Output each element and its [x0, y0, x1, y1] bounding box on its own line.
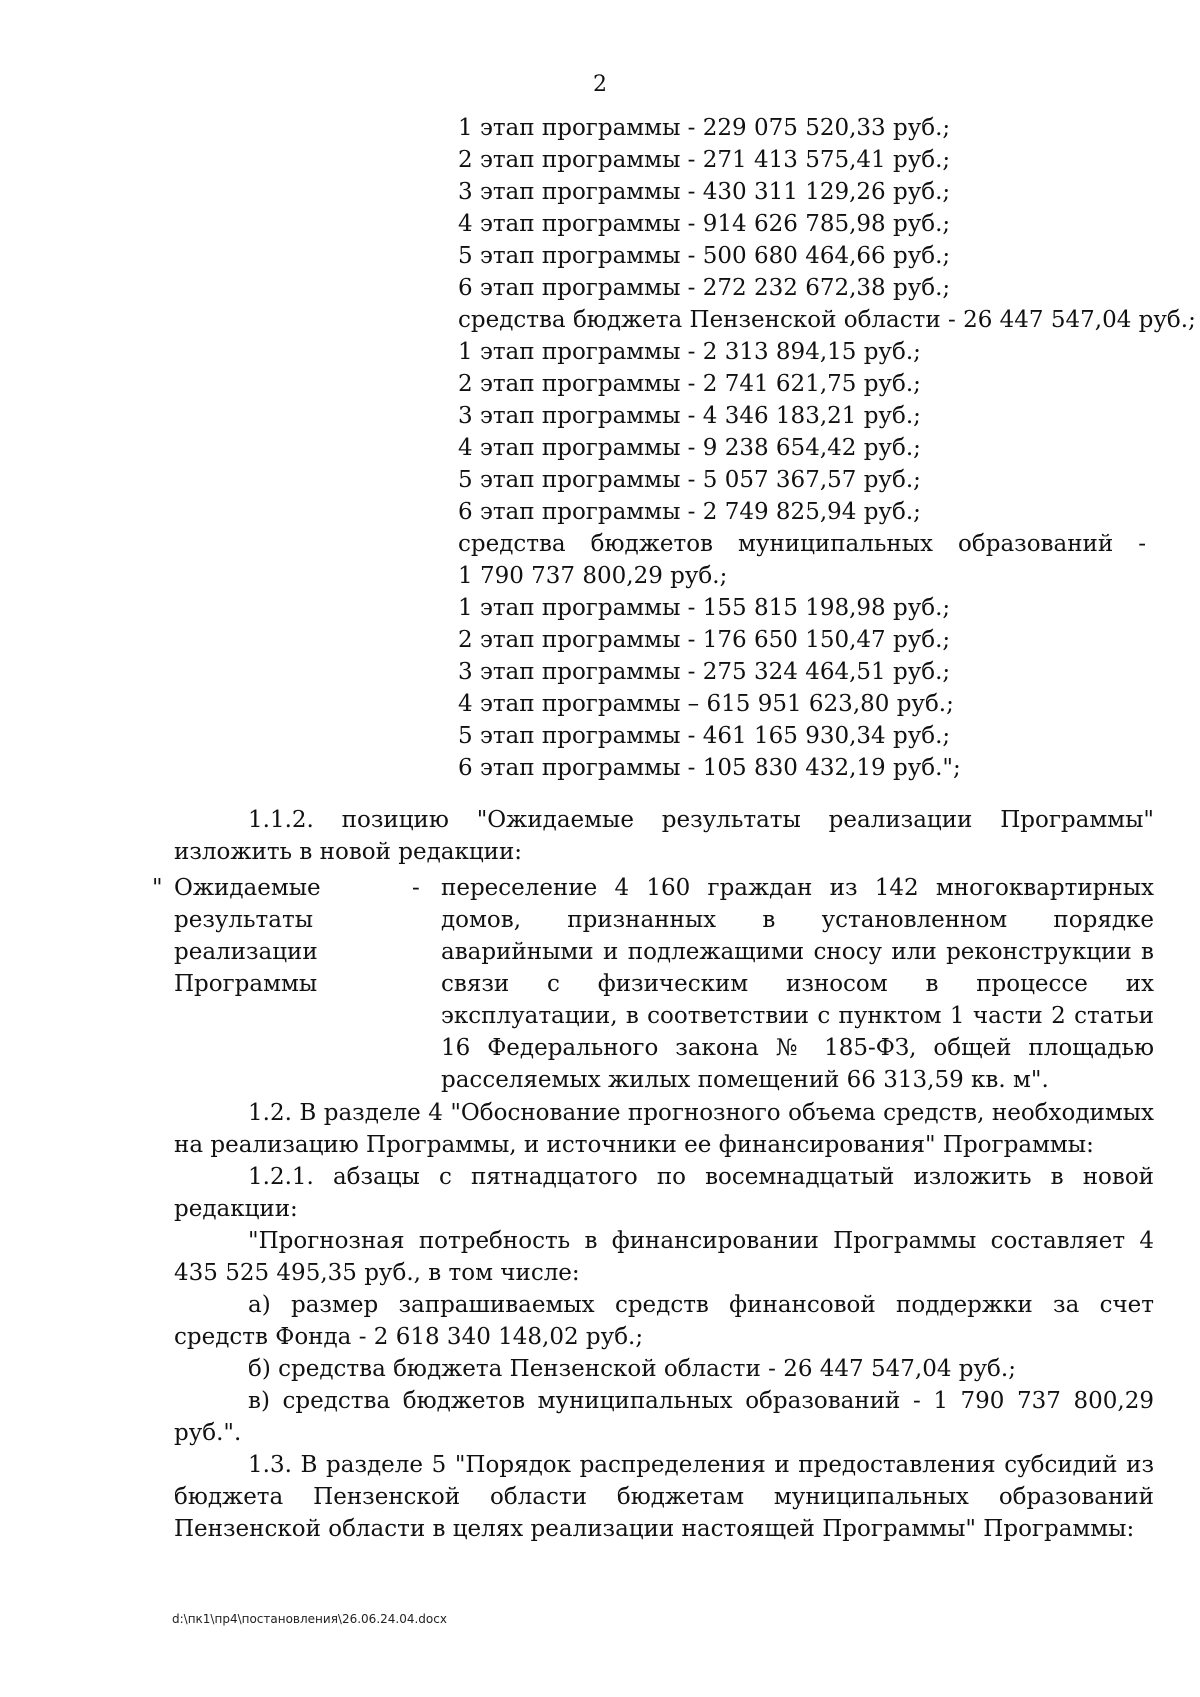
municipal-budget-total: 1 790 737 800,29 руб.; — [458, 563, 728, 589]
funding-line: 4 этап программы – 615 951 623,80 руб.; — [458, 691, 954, 717]
funding-breakdown — [458, 112, 1196, 784]
funding-line: 6 этап программы - 105 830 432,19 руб."; — [458, 755, 961, 781]
funding-line: 3 этап программы - 430 311 129,26 руб.; — [458, 179, 951, 205]
funding-line: 1 этап программы - 229 075 520,33 руб.; — [458, 115, 951, 141]
funding-line: 5 этап программы - 5 057 367,57 руб.; — [458, 467, 921, 493]
item-1-1-2: 1.1.2. позицию "Ожидаемые результаты реализации Программы" изложить в новой редакции: — [174, 807, 1154, 865]
funding-line: 4 этап программы - 9 238 654,42 руб.; — [458, 435, 921, 461]
subitem-b: б) средства бюджета Пензенской области - 26 447 547,04 руб.; — [248, 1356, 1016, 1382]
file-path-footer: d:\пк1\пр4\постановления\26.06.24.04.docx — [172, 1612, 447, 1626]
funding-line: 1 этап программы - 155 815 198,98 руб.; — [458, 595, 951, 621]
regional-budget-line: средства бюджета Пензенской области - 26 447 547,04 руб.; — [458, 307, 1196, 333]
municipal-budget-heading: средства бюджетов муниципальных образований - — [458, 531, 1146, 557]
funding-line: 1 этап программы - 2 313 894,15 руб.; — [458, 339, 921, 365]
funding-line: 6 этап программы - 2 749 825,94 руб.; — [458, 499, 921, 525]
funding-line: 5 этап программы - 461 165 930,34 руб.; — [458, 723, 951, 749]
forecast-paragraph: "Прогнозная потребность в финансировании Программы составляет 4 435 525 495,35 руб., в том числе: — [174, 1228, 1154, 1286]
expected-results-text: переселение 4 160 граждан из 142 многоквартирных домов, признанных в установленном порядке аварийными и подлежащими сносу или реконструкции в связи с физическим износом в процессе их эксплуатации, в соответствии с пунктом 1 части 2 статьи 16 Федерального закона № 185-ФЗ, общей площадью расселяемых жилых помещений 66 313,59 кв. м". — [441, 875, 1154, 1093]
row-dash: - — [412, 875, 420, 901]
funding-line: 6 этап программы - 272 232 672,38 руб.; — [458, 275, 951, 301]
funding-line: 3 этап программы - 4 346 183,21 руб.; — [458, 403, 921, 429]
section-1-2-block — [174, 1097, 1154, 1545]
section-1-3: 1.3. В разделе 5 "Порядок распределения и предоставления субсидий из бюджета Пензенской области бюджетам муниципальных образований Пензенской области в целях реализации настоящей Программы" Программы: — [174, 1452, 1154, 1542]
funding-line: 2 этап программы - 2 741 621,75 руб.; — [458, 371, 921, 397]
funding-line: 3 этап программы - 275 324 464,51 руб.; — [458, 659, 951, 685]
expected-results-label: Ожидаемые результаты реализации Программы — [174, 875, 321, 997]
subitem-a: а) размер запрашиваемых средств финансовой поддержки за счет средств Фонда - 2 618 340 148,02 руб.; — [174, 1292, 1154, 1350]
item-1-1-2-block — [174, 804, 1154, 868]
item-1-2-1: 1.2.1. абзацы с пятнадцатого по восемнадцатый изложить в новой редакции: — [174, 1164, 1154, 1222]
section-1-2: 1.2. В разделе 4 "Обоснование прогнозного объема средств, необходимых на реализацию Программы, и источники ее финансирования" Программы: — [174, 1100, 1154, 1158]
funding-line: 2 этап программы - 271 413 575,41 руб.; — [458, 147, 951, 173]
funding-line: 4 этап программы - 914 626 785,98 руб.; — [458, 211, 951, 237]
opening-quote: " — [152, 875, 163, 901]
funding-line: 2 этап программы - 176 650 150,47 руб.; — [458, 627, 951, 653]
funding-line: 5 этап программы - 500 680 464,66 руб.; — [458, 243, 951, 269]
page-number: 2 — [593, 72, 607, 97]
subitem-c: в) средства бюджетов муниципальных образований - 1 790 737 800,29 руб.". — [174, 1388, 1154, 1446]
